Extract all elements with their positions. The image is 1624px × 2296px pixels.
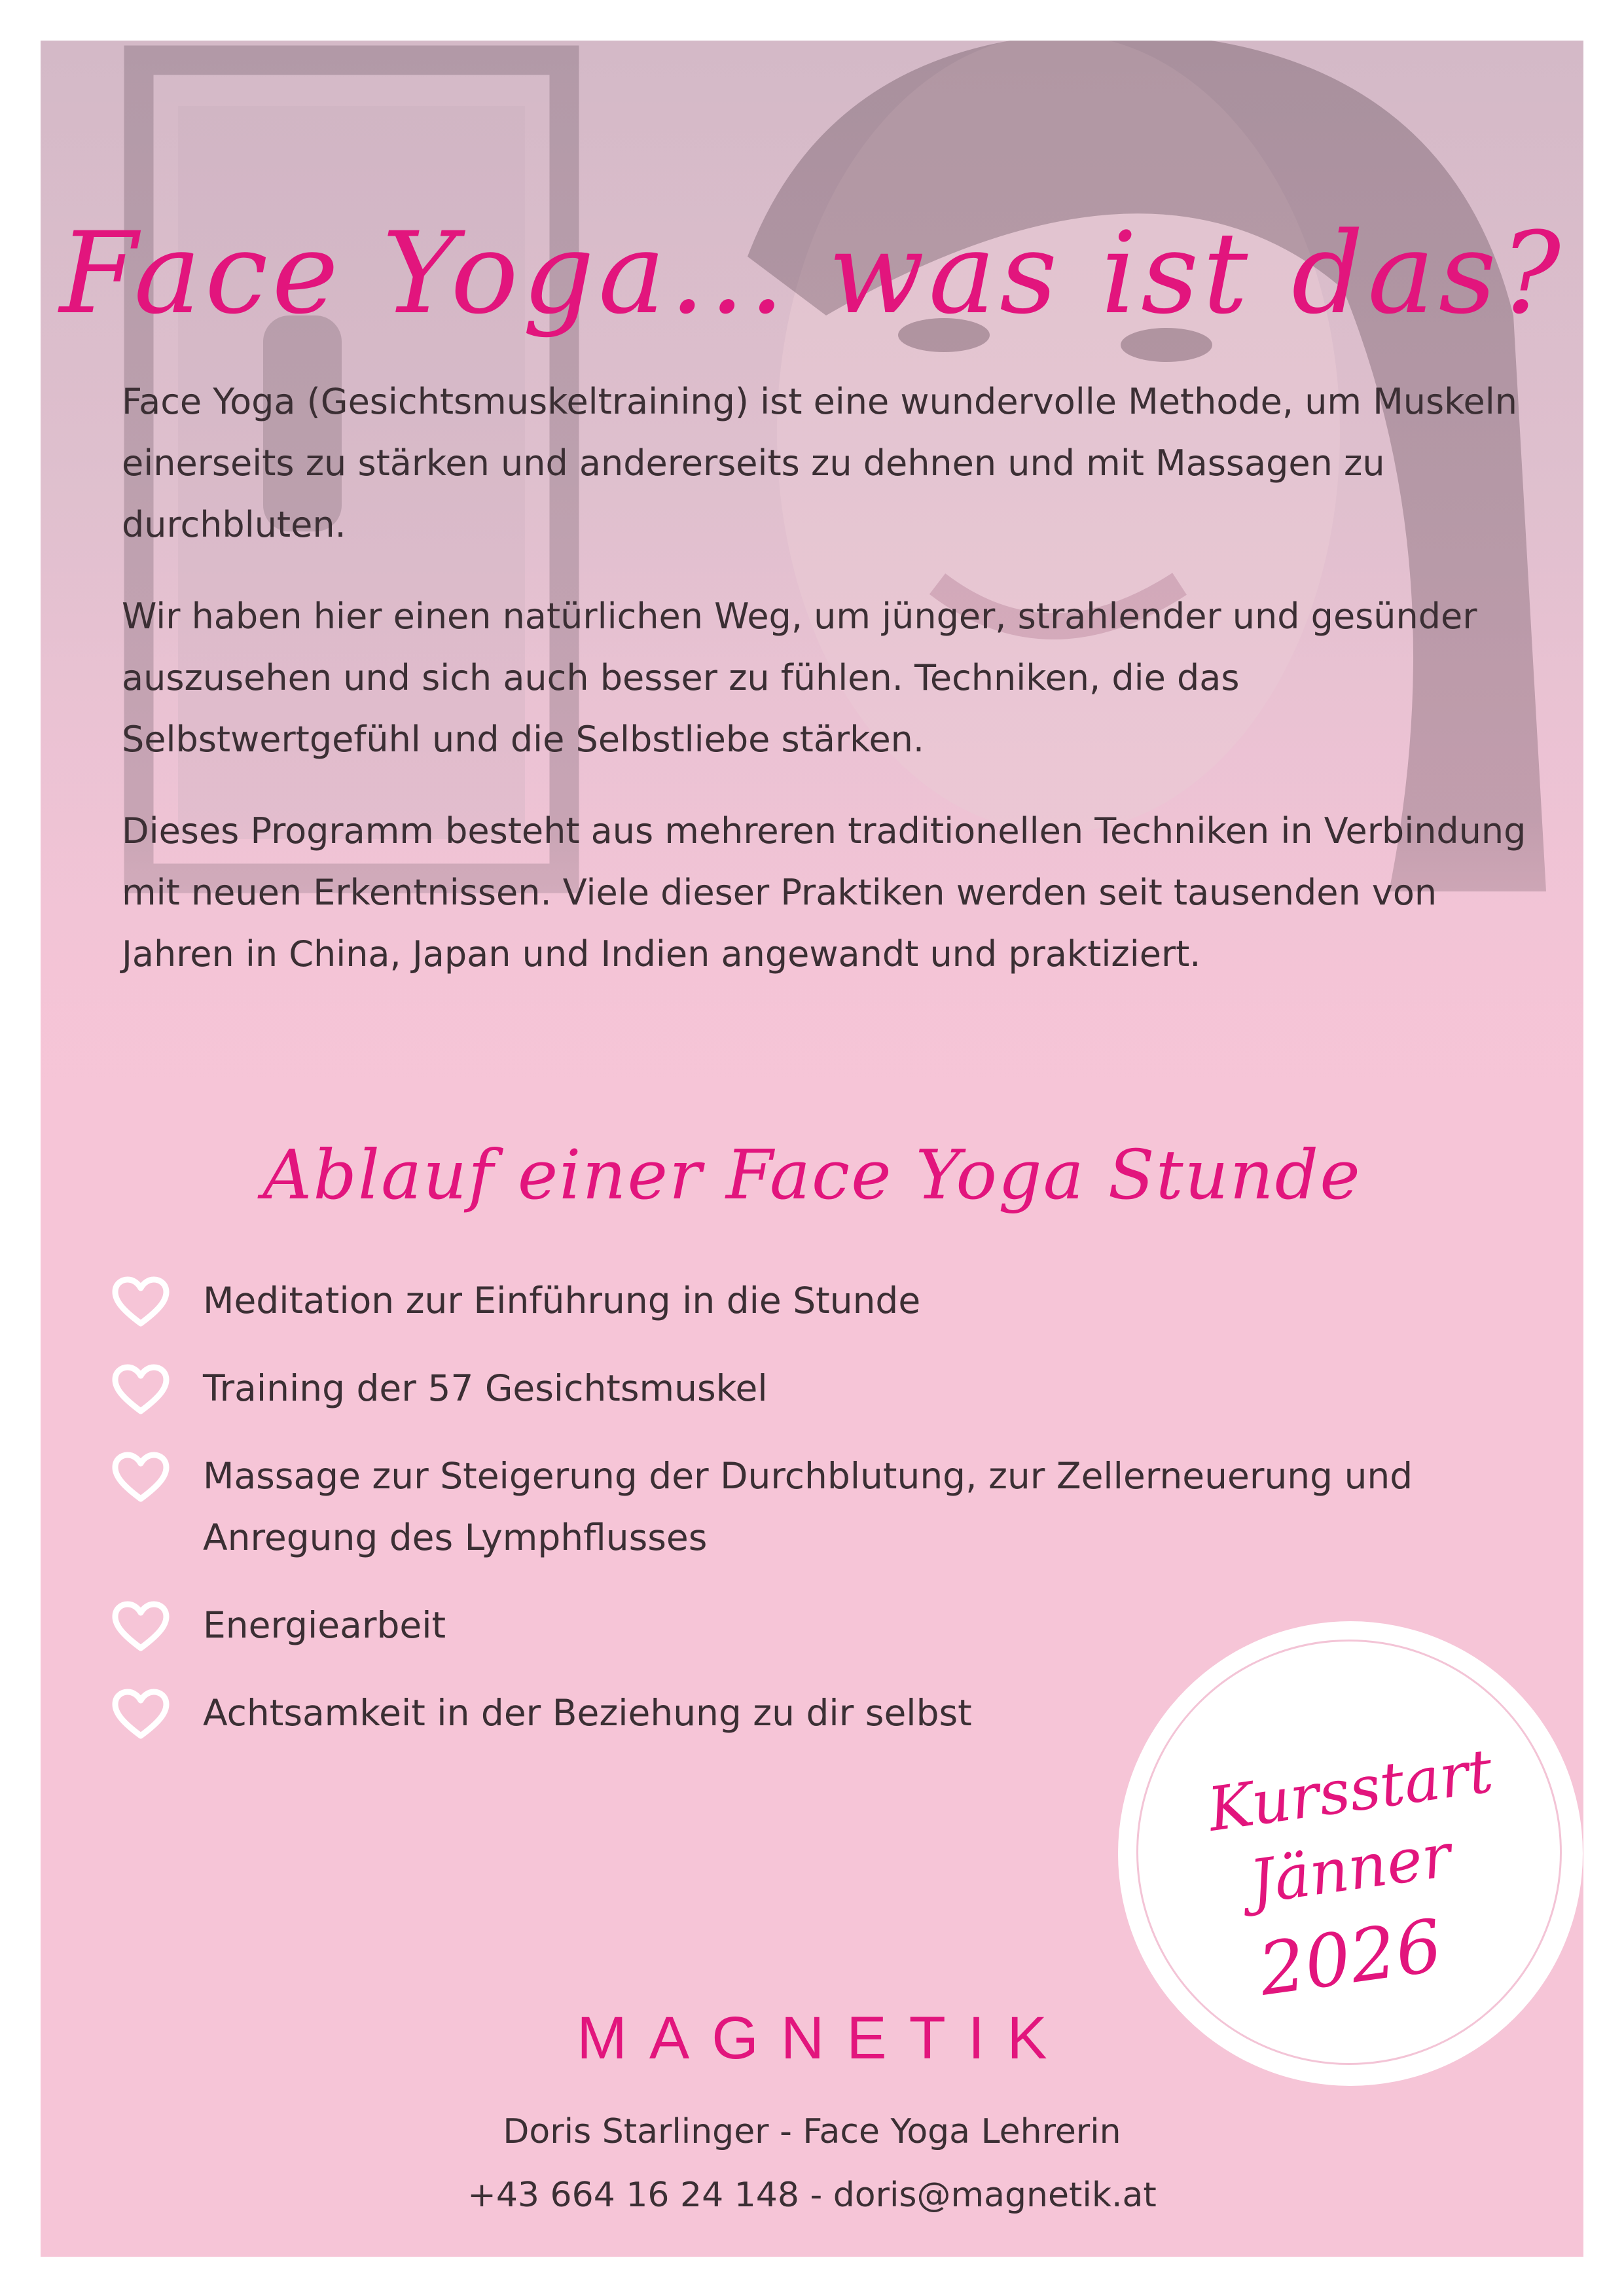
heart-outline-icon: [111, 1689, 170, 1741]
heart-outline-icon: [111, 1364, 170, 1416]
list-item: [111, 1357, 1486, 1419]
heart-outline-icon: [111, 1452, 170, 1504]
intro-paragraph: Face Yoga (Gesichtsmuskeltraining) ist eine wundervolle Methode, um Muskeln einerseits zu stärken und andererseits zu dehnen und mit Massagen zu durchbluten.: [122, 381, 1517, 545]
list-item-text: Achtsamkeit in der Beziehung zu dir selbst: [203, 1692, 972, 1734]
heart-outline-icon: [111, 1276, 170, 1329]
intro-paragraph: Wir haben hier einen natürlichen Weg, um jünger, strahlender und gesünder auszusehen und sich auch besser zu fühlen. Techniken, die das Selbstwertgefühl und die Selbstliebe stärken.: [122, 596, 1477, 760]
list-item-text: Energiearbeit: [203, 1604, 446, 1646]
brand-name: MAGNETIK: [577, 2005, 1070, 2072]
list-item: [111, 1445, 1486, 1568]
contact-name: Doris Starlinger - Face Yoga Lehrerin: [503, 2112, 1121, 2151]
section-title: Ablauf einer Face Yoga Stunde: [262, 1135, 1362, 1215]
list-item-text: Meditation zur Einführung in die Stunde: [203, 1280, 921, 1321]
flyer-page: [41, 41, 1583, 2257]
list-item-text: Training der 57 Gesichtsmuskel: [203, 1367, 768, 1409]
list-item-text: Massage zur Steigerung der Durchblutung, zur Zellerneuerung und Anregung des Lymphflusses: [203, 1455, 1413, 1558]
intro-text: [122, 371, 1536, 1015]
intro-paragraph: Dieses Programm besteht aus mehreren traditionellen Techniken in Verbindung mit neuen Erkentnissen. Viele dieser Praktiken werden seit tausenden von Jahren in China, Japan und Indien angewandt und praktiziert.: [122, 810, 1526, 975]
heart-outline-icon: [111, 1601, 170, 1653]
contact-details: +43 664 16 24 148 - doris@magnetik.at: [467, 2176, 1157, 2215]
badge-line: Jänner: [1245, 1820, 1456, 1918]
badge-line: Kursstart: [1204, 1736, 1497, 1845]
page-title: Face Yoga... was ist das?: [59, 207, 1565, 339]
badge-year: 2026: [1254, 1903, 1447, 2012]
list-item: [111, 1270, 1486, 1331]
